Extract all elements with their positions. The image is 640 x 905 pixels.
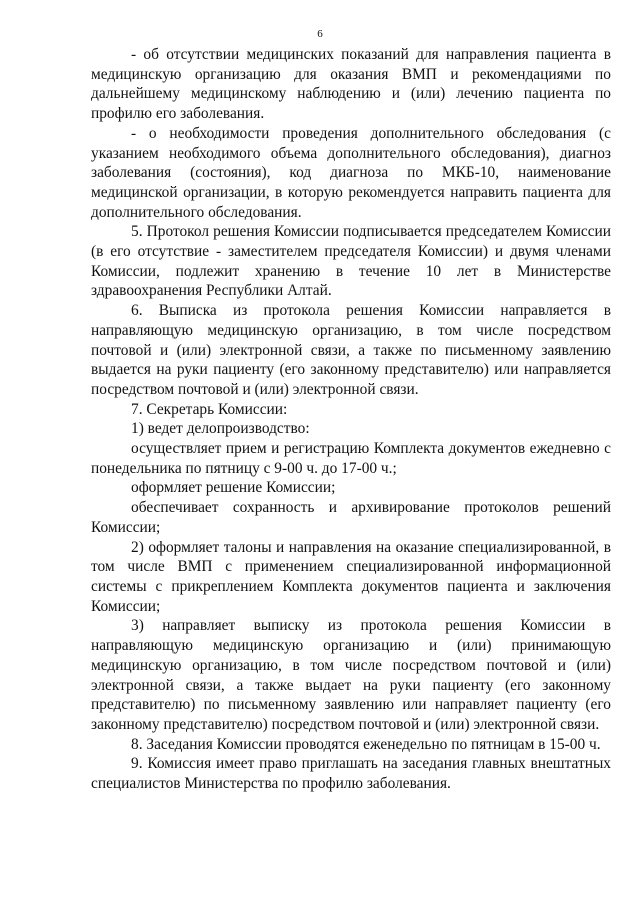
paragraph-item-8-meetings: 8. Заседания Комиссии проводятся еженедельно по пятницам в 15-00 ч. — [131, 735, 601, 753]
paragraph-7-1-archiving: обеспечивает сохранность и архивирование протоколов решений Комиссии; — [91, 499, 611, 536]
paragraph-7-2-coupons: 2) оформляет талоны и направления на оказание специализированной, в том числе ВМП с применением специализированной информационной системы с прикреплением Комплекта документов пациента и заключения Комиссии; — [91, 538, 611, 615]
paragraph-7-3-extract: 3) направляет выписку из протокола решения Комиссии в направляющую медицинскую организацию и (или) принимающую медицинскую организацию, в том числе посредством почтовой и (или) электронной связи, а также выдает на руки пациенту (его законному представителю) по письменному заявлению или направляет пациенту (его законному представителю) посредством почтовой и (или) электронной связи. — [91, 617, 611, 733]
paragraph-additional-examination: - о необходимости проведения дополнительного обследования (с указанием необходимого объема дополнительного обследования), диагноз заболевания (состояния), код диагноза по МКБ-10, наименование медицинской организации, в которую рекомендуется направить пациента для дополнительного обследования. — [91, 124, 611, 221]
paragraph-item-5-protocol: 5. Протокол решения Комиссии подписывается председателем Комиссии (в его отсутствие - заместителем председателя Комиссии) и двумя членами Комиссии, подлежит хранению в течение 10 лет в Министерстве здравоохранения Республики Алтай. — [91, 223, 611, 300]
paragraph-7-1-records: 1) ведет делопроизводство: — [131, 420, 310, 438]
paragraph-7-1-reception: осуществляет прием и регистрацию Комплекта документов ежедневно с понедельника по пятницу с 9-00 ч. до 17-00 ч.; — [91, 440, 611, 477]
paragraph-no-indications: - об отсутствии медицинских показаний для направления пациента в медицинскую организацию для оказания ВМП и рекомендациями по дальнейшему медицинскому наблюдению и (или) лечению пациента по профилю его заболевания. — [91, 46, 611, 123]
paragraph-item-7-secretary: 7. Секретарь Комиссии: — [131, 400, 288, 418]
document-body — [91, 45, 611, 794]
paragraph-7-1-decision: оформляет решение Комиссии; — [131, 479, 336, 497]
paragraph-item-9-invite: 9. Комиссия имеет право приглашать на заседания главных внештатных специалистов Министерства по профилю заболевания. — [91, 755, 611, 793]
paragraph-item-6-extract: 6. Выписка из протокола решения Комиссии направляется в направляющую медицинскую организацию, в том числе посредством почтовой и (или) электронной связи, а также по письменному заявлению выдается на руки пациенту (его законному представителю) или направляется посредством почтовой и (или) электронной связи. — [91, 302, 611, 398]
page-number: 6 — [317, 28, 323, 40]
